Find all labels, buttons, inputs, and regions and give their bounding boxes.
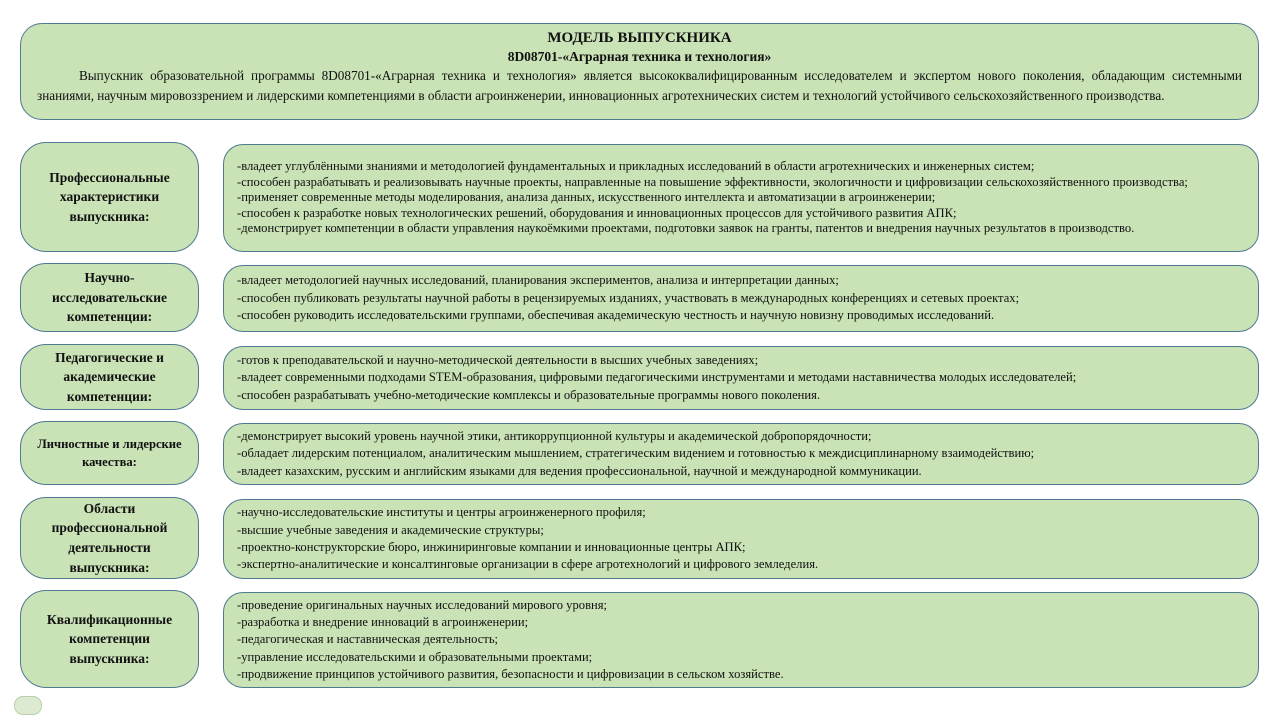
content-line: -экспертно-аналитические и консалтинговые организации в сфере агротехнологий и цифрового земледелия. (237, 557, 819, 572)
row-content-box (223, 423, 1259, 485)
decorative-shape (14, 696, 42, 715)
program-code-subtitle: 8D08701-«Аграрная техника и технология» (507, 48, 772, 64)
competency-row (0, 590, 1280, 688)
competency-row (0, 263, 1280, 332)
row-content-box (223, 592, 1259, 688)
content-line: -способен разрабатывать учебно-методические комплексы и образовательные программы нового поколения. (237, 387, 821, 402)
content-line: -обладает лидерским потенциалом, аналитическим мышлением, стратегическим видением и готовностью к междисциплинарному взаимодействию; (237, 446, 1035, 461)
content-line: -демонстрирует высокий уровень научной этики, антикоррупционной культуры и академической добропорядочности; (237, 428, 872, 443)
content-line: -педагогическая и наставническая деятельность; (237, 632, 499, 647)
graduate-model-header-box (20, 23, 1259, 120)
competency-row (0, 497, 1280, 579)
row-label: Личностные и лидерские качества: (37, 436, 182, 469)
content-line: -управление исследовательскими и образовательными проектами; (237, 649, 593, 664)
row-label: Области профессиональной деятельности выпускника: (51, 500, 168, 575)
row-label: Научно-исследовательские компетенции: (52, 270, 167, 325)
row-content-box (223, 499, 1259, 579)
content-line: -владеет углублёнными знаниями и методологией фундаментальных и прикладных исследований в области агротехнических и инженерных систем; (237, 158, 1035, 173)
content-line: -способен публиковать результаты научной работы в рецензируемых изданиях, участвовать в международных конференциях и сетевых проектах; (237, 290, 1020, 305)
row-label: Профессиональные характеристики выпускника: (49, 169, 170, 224)
row-label-box (20, 590, 199, 688)
content-line: -способен руководить исследовательскими группами, обеспечивая академическую честность и научную новизну проводимых исследований. (237, 308, 995, 323)
content-line: -проведение оригинальных научных исследований мирового уровня; (237, 597, 608, 612)
content-line: -способен к разработке новых технологических решений, оборудования и инновационных процессов для устойчивого развития АПК; (237, 205, 957, 220)
row-label-box (20, 421, 199, 485)
content-line: -продвижение принципов устойчивого развития, безопасности и цифровизации в сельском хозяйстве. (237, 667, 784, 682)
row-label-box (20, 497, 199, 579)
graduate-description: Выпускник образовательной программы 8D08701-«Аграрная техника и технология» является высококвалифицированным исследователем и экспертом нового поколения, обладающим системными знаниями, научным мировоззрением и лидерскими компетенциями в области агроинженерии, инновационных агротехнических систем и технологий устойчивого сельскохозяйственного производства. (37, 68, 1242, 104)
content-line: -готов к преподавательской и научно-методической деятельности в высших учебных заведениях; (237, 352, 759, 367)
row-content-box (223, 346, 1259, 410)
row-label-box (20, 263, 199, 332)
row-content-box (223, 144, 1259, 252)
row-label: Педагогические и академические компетенции: (55, 349, 164, 404)
competency-row (0, 344, 1280, 410)
competency-row (0, 421, 1280, 485)
content-line: -применяет современные методы моделирования, анализа данных, искусственного интеллекта и автоматизации в агроинженерии; (237, 190, 936, 205)
competency-row (0, 142, 1280, 252)
content-line: -разработка и внедрение инноваций в агроинженерии; (237, 614, 529, 629)
content-line: -владеет современными подходами STEM-образования, цифровыми педагогическими инструментами и методами наставничества молодых исследователей; (237, 370, 1077, 385)
content-line: -владеет методологией научных исследований, планирования экспериментов, анализа и интерпретации данных; (237, 273, 839, 288)
row-label-box (20, 344, 199, 410)
content-line: -высшие учебные заведения и академические структуры; (237, 522, 544, 537)
page-title: МОДЕЛЬ ВЫПУСКНИКА (547, 30, 732, 46)
content-line: -демонстрирует компетенции в области управления наукоёмкими проектами, подготовки заявок на гранты, патентов и внедрения научных результатов в производство. (237, 221, 1135, 236)
content-line: -способен разрабатывать и реализовывать научные проекты, направленные на повышение эффективности, экологичности и цифровизации сельскохозяйственного производства; (237, 174, 1188, 189)
row-content-box (223, 265, 1259, 332)
row-label: Квалификационные компетенции выпускника: (46, 611, 173, 666)
content-line: -владеет казахским, русским и английским языками для ведения профессиональной, научной и международной коммуникации. (237, 463, 922, 478)
content-line: -научно-исследовательские институты и центры агроинженерного профиля; (237, 505, 646, 520)
content-line: -проектно-конструкторские бюро, инжиниринговые компании и инновационные центры АПК; (237, 540, 746, 554)
row-label-box (20, 142, 199, 252)
